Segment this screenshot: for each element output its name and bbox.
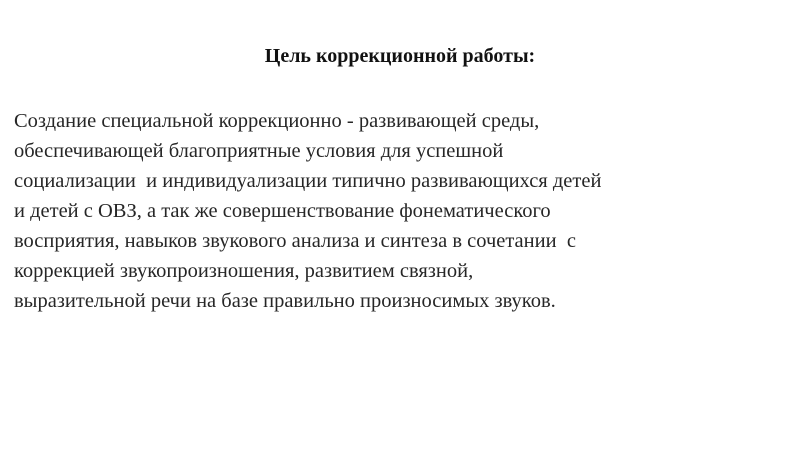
body-line: социализации и индивидуализации типично развивающихся детей xyxy=(14,170,602,192)
body-line: Создание специальной коррекционно - развивающей среды, xyxy=(14,110,540,132)
body-line: и детей с ОВЗ, а так же совершенствование фонематического xyxy=(14,200,551,222)
body-line: выразительной речи на базе правильно произносимых звуков. xyxy=(14,290,556,312)
slide-title: Цель коррекционной работы: xyxy=(264,45,536,67)
body-line: восприятия, навыков звукового анализа и синтеза в сочетании с xyxy=(14,230,576,252)
body-line: коррекцией звукопроизношения, развитием связной, xyxy=(14,260,474,282)
slide-body-text xyxy=(14,106,794,316)
body-line: обеспечивающей благоприятные условия для успешной xyxy=(14,140,504,162)
